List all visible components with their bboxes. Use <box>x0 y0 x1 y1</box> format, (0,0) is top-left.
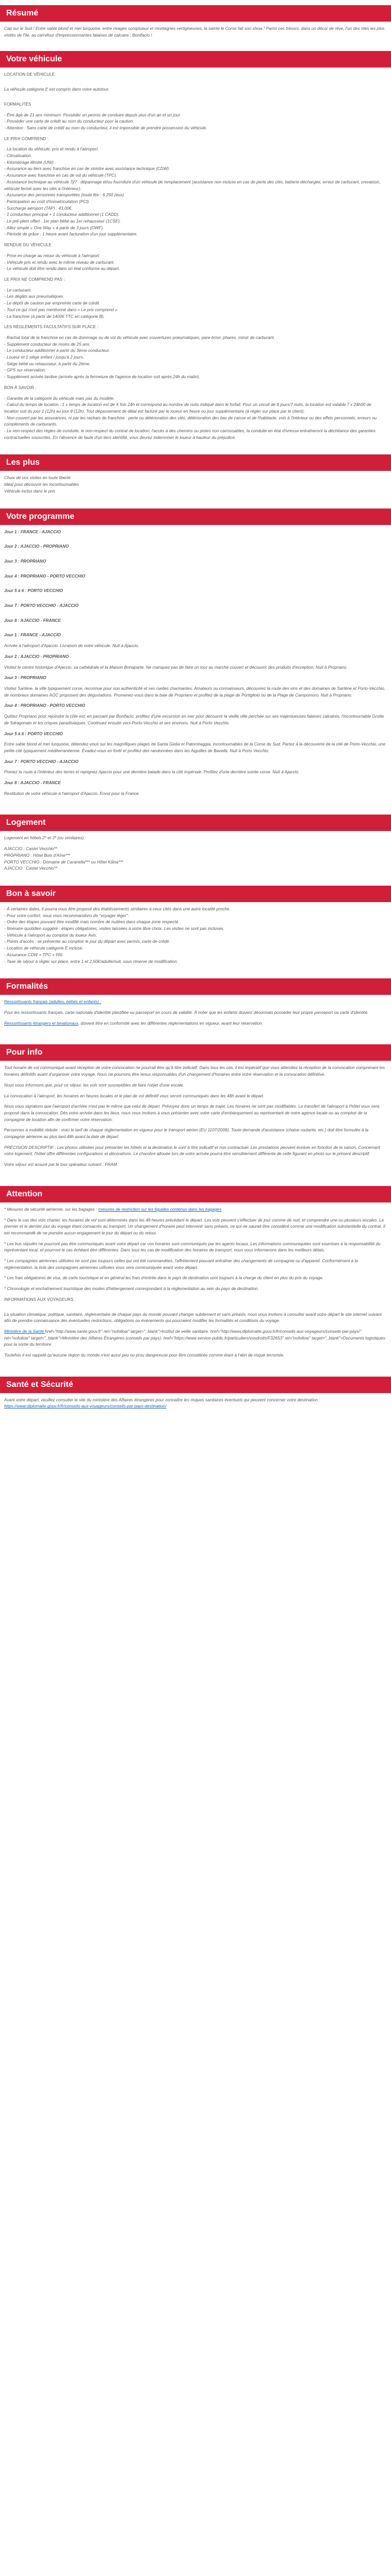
foreign-citizens-link[interactable]: Ressortissants étrangers et binationaux <box>4 1021 78 1026</box>
list-item: Véhicule inclus dans le prix <box>4 488 55 494</box>
attention-p6: La situation climatique, politique, sanitaire, réglementaire de chaque pays du monde pouvant changer subitement et sans préavis, nous vous invitons à consulter avant votre départ le site internet suivant afin de prendre connaissance des éventuelles restrictions, obligations ou événements qui pourraient modifier les formalités et conditions du voyage. <box>4 1312 382 1324</box>
lodging-heading: Logement <box>0 815 391 831</box>
program-heading: Votre programme <box>0 509 391 525</box>
info-paragraph: Tout horaire de vol communiqué avant réception de votre convocation ne pourrait être qu'à titre indicatif. Dans tous les cas, il est impératif que vous attendiez la réception de la convocation comprenant les horaires définitifs avant d'organiser votre voyage. Nous ne pourrons être tenus responsables d'un changement d'horaires entre votre réservation et la convocation définitive. <box>4 1065 385 1077</box>
plus-list <box>4 475 387 495</box>
list-item: - 1 conducteur principal + 1 conducteur additionnel (1 CADD). <box>4 212 120 217</box>
program-day-title: Jour 4 : PROPRIANO - PORTO VECCHIO <box>4 703 86 708</box>
list-item: - Pour votre confort, nous vous recommandons de "voyager léger". <box>4 913 129 918</box>
list-item: AJACCIO : Castel Vecchio** <box>4 846 57 852</box>
vehicle-good-list <box>4 396 387 442</box>
list-item: - Les dégâts aux pneumatiques. <box>4 294 64 299</box>
attention-heading: Attention <box>0 1186 391 1202</box>
list-item: - Prise en charge au retour du véhicule à l'aéroport. <box>4 253 101 258</box>
program-day-title: Jour 8 : AJACCIO - FRANCE <box>4 781 61 786</box>
health-heading: Santé et Sécurité <box>0 1377 391 1393</box>
plus-section <box>0 454 391 500</box>
attention-p2: * Les bus stipulés ne pourront pas être communiqués avant votre départ car vos horaires sont communiqués par les agents locaux. Les informations communiquées sont soumises à la responsabilité du représentant local, et pourront le cas échéant être différentes. Dans tous les cas de modification des horaires de transport, nous vous informerons dans les meilleurs délais. <box>4 1241 381 1253</box>
list-item: - Points d'accès : se présenter au comptoir le jour du départ avec permis, carte de crédit. <box>4 939 170 944</box>
attention-p1-end: * Dans le cas des vols charter, les horaires de vol sont déterminés dans les 48 heures précédant le départ. Les vols peuvent s'effectuer de jour comme de nuit, et comprendre une ou plusieurs escales. Le premier et le dernier jour du voyage étant consacrés au transport. Un changement d'horaire peut intervenir sans préavis, ce qui ne saurait être considéré comme une modification substantielle du contrat. Il est recommandé de ne prendre aucun engagement le jour du départ ou du retour. <box>4 1217 385 1235</box>
info-paragraph: La convocation à l'aéroport, les horaires en heures locales et le plan de vol définitif vous seront communiqués dans les 48h avant le départ. <box>4 1093 265 1098</box>
list-item: - Rachat total de la franchise en cas de dommage ou de vol du véhicule avec couvertures pneumatiques, pare-brise, phares, miroir de carburant. <box>4 335 275 340</box>
list-item: - Être âgé de 21 ans minimum. Posséder un permis de conduire depuis plus d'un an et un jour. <box>4 112 182 117</box>
list-item: - Garantie de la catégorie du véhicule mais pas du modèle. <box>4 396 115 401</box>
attention-p4: * Les frais obligatoires de visa, de carte touristique et en général les frais d'entrée dans le pays de destination sont toujours à la charge du client en plus du prix du voyage. <box>4 1276 324 1281</box>
list-item: - Taxe de séjour à régler sur place, entre 1 et 2,50€/adulte/nuit, sous réserve de modification. <box>4 959 178 964</box>
program-day-title: Jour 2 : AJACCIO - PROPRIANO <box>4 544 69 549</box>
list-item: - Attention : Sans carte de crédit au nom du conducteur, il est impossible de prendre possession du véhicule. <box>4 125 207 130</box>
vehicle-notincl-title: LE PRIX NE COMPREND PAS : <box>4 277 65 282</box>
liquids-restriction-link[interactable]: mesures de restriction sur les liquides contenus dans les bagages <box>98 1207 222 1212</box>
attention-p1-start: * Mesures de sécurité aérienne, sur les bagages : <box>4 1207 99 1212</box>
vehicle-formalities-list <box>4 112 387 132</box>
list-item: - Non couvert par les assurances, ni par les rachats de franchise : perte ou détérioration des clés, détérioration des bas de caisse et de l'habitacle, vols à l'intérieur ou des effets personnels, erreurs ou compléments de carburants. <box>4 415 377 427</box>
list-item: - Calcul du temps de location : 1 x temps de location est de X fois 24h et correspond au nombre de nuits indiqué dans le forfait. Pour un circuit de 8 jours/7 nuits, la location est valable 7 x 24h00 de location soit du jour 1 (12h) au jour 8 (12h). Tout dépassement de délai est facturé par le loueur en heure ou jour supplémentaire (à régler sur place par le client). <box>4 402 371 414</box>
list-item: - Surcharge aéroport (TAP) : 43,00€. <box>4 206 73 211</box>
vehicle-location-label: LOCATION DE VÉHICULE <box>4 72 55 77</box>
diplomatie-link[interactable]: https://www.diplomatie.gouv.fr/fr/conseils-aux-voyageurs/conseils-par-pays-destination/ <box>4 1404 167 1409</box>
program-day-text: Prenez la route à l'intérieur des terres et rejoignez Ajaccio pour une dernière balade dans la cité impériale. Profitez d'une dernière soirée corse. Nuit à Ajaccio. <box>4 770 300 775</box>
list-item: - GPS sur réservation. <box>4 368 46 373</box>
vehicle-price-list <box>4 146 387 238</box>
attention-p5: * Chronologie et enchaînement touristique des modes d'hébergement correspondant à la réglementation au sein du pays de destination. <box>4 1286 259 1292</box>
attention-p6-title: INFORMATIONS AUX VOYAGEURS : <box>4 1297 76 1302</box>
program-day-text: Arrivée à l'aéroport d'Ajaccio. Livraison de votre véhicule. Nuit à Ajaccio. <box>4 643 139 649</box>
list-item: Choix de vos visites en toute liberté <box>4 476 71 481</box>
list-item: AJACCIO : Castel Vecchio** <box>4 866 57 871</box>
list-item: - Véhicule à l'aéroport au comptoir du loueur Avis. <box>4 933 97 938</box>
lodging-hotels <box>4 846 387 872</box>
plus-heading: Les plus <box>0 454 391 471</box>
list-item: - Le conducteur additionnel à partir du 3ème conducteur. <box>4 348 110 353</box>
good-heading: Bon à savoir <box>0 886 391 902</box>
program-day-title: Jour 3 : PROPRIANO <box>4 558 46 564</box>
info-section <box>0 1044 391 1177</box>
program-day-title: Jour 8 : AJACCIO - FRANCE <box>4 618 61 623</box>
list-item: - Ordre des étapes pouvant être modifié mais nombre de nuitées dans chaque zone respecté. <box>4 920 180 925</box>
lodging-intro: Logement en hôtels 2* et 3* (ou similaires). <box>4 836 85 841</box>
list-item: - Itinéraire quotidien suggéré : étapes obligatoires, visites laissées à votre libre choix. Les visites ne sont pas incluses. <box>4 926 224 931</box>
list-item: - Location de véhicule catégorie E incluse. <box>4 946 84 951</box>
lodging-section <box>0 815 391 877</box>
program-day-title: Jour 7 : PORTO VECCHIO - AJACCIO <box>4 603 79 608</box>
vehicle-price-title: LE PRIX COMPREND : <box>4 136 48 141</box>
program-day-text: Entre sable blond et mer turquoise, détendez-vous sur les magnifiques plages de Santa Giulia et Palombaggia, incontournables de la Corse du Sud. Partez à la découverte de la cité de Porto-Vecchio, une petite cité typiquement méditerranéenne. Évadez-vous en forêt et profitez des randonnées dans les Aiguilles de Bavella. Nuit à Porto Vecchio. <box>4 742 386 753</box>
program-day-title: Jour 3 : PROPRIANO <box>4 675 46 681</box>
health-section <box>0 1377 391 1419</box>
french-citizens-link[interactable]: Ressortissants français (adultes, bébés et enfants) : <box>4 999 102 1005</box>
list-item: - Climatisation. <box>4 154 32 159</box>
service-public-href: href="https://www.service-public.fr/particuliers/vosdroits/F32653" rel="nofollow" target="_blank">Documents logistiques pour la sortie du territoire. <box>4 1335 385 1347</box>
program-days <box>0 525 391 807</box>
list-item: PORTO VECCHIO : Domaine de Caranella*** ou Hôtel Kilina*** <box>4 859 123 865</box>
health-text: Avant votre départ, veuillez consulter le site du ministère des Affaires étrangères pour connaître les risques sanitaires éventuels qui peuvent concerner votre destination : <box>4 1397 320 1402</box>
vehicle-notincl-list <box>4 287 387 320</box>
list-item: - Loueur et 1 siège enfant / jusqu'à 2 jours. <box>4 355 84 360</box>
attention-p3: * Les compagnies aériennes utilisées ne sont pas toujours celles qui ont été commandées, l'affrètement pouvant entraîner des changements de compagnie ou d'appareil. Conformément à la réglementation, la liste des compagnies aériennes utilisées vous sera communiquée avant votre départ. <box>4 1259 358 1270</box>
foreign-citizens-text: , doivent être en conformité avec les différentes réglementations en vigueur, avant leur réservation. <box>78 1021 264 1026</box>
attention-notice: Toutefois il est rappelé qu'aucune région du monde n'est aussi peu ou prou dangereuse pour être considérée comme étant à l'abri de risque terroriste. <box>4 1353 285 1358</box>
program-day-text: Restitution de votre véhicule à l'aéroport d'Ajaccio. Envol pour la France. <box>4 791 140 796</box>
program-day-text: Visitez Sartène, la ville typiquement corse, reconnue pour son authenticité et ses ruelles charmantes. Amateurs ou connaisseurs, découvrez la route des vins et des domaines de Sartène et Porto-Vecchio, de nombreux domaines AOC proposent des dégustations. Promenez-vous dans la baie de Propriano et profitez de la plage de Portigliolo ou de la Plage de Campomoro. Nuit à Propriano. <box>4 686 385 698</box>
list-item: - Participation au coût d'immatriculation (PCI). <box>4 199 90 204</box>
vehicle-line: La véhicule catégorie E est compris dans votre autotour. <box>4 87 110 92</box>
vehicle-heading: Votre véhicule <box>0 51 391 67</box>
list-item: - Posséder une carte de crédit au nom du conducteur pour la caution. <box>4 119 134 124</box>
list-item: - Assistance technique au véhicule 7j/7 : dépannage et/ou fourniture d'un véhicule de remplacement (assistance non incluse en cas de perte des clés, batterie déchargée, erreur de carburant, crevaison, véhicule fermé avec les clés à l'intérieur). <box>4 179 381 191</box>
info-paragraph: Personnes à mobilité réduite : voici le tarif de chaque règlementation en vigueur pour le transport aérien (EU 1107/2006). Toute demande d'assistance (chaise roulante, etc.) doit être formulée à la compagnie aérienne au plus tard 48h avant la date de départ. <box>4 1128 369 1140</box>
list-item: - Le carburant. <box>4 287 32 293</box>
list-item: - Véhicule pris et rendu avec le même niveau de carburant. <box>4 260 115 265</box>
french-citizens-text: Pour les ressortissants français, carte nationale d'identité plastifiée ou passeport en cours de validité. À noter que les enfants doivent désormais posséder leur propre passeport ou carte d'identité. <box>4 1010 369 1015</box>
formalities-heading: Formalités <box>0 978 391 995</box>
list-item: - Allez simple « One Way » à partir de 3 jours (OWF). <box>4 225 104 230</box>
summary-heading: Résumé <box>0 5 391 22</box>
attention-section <box>0 1186 391 1368</box>
good-section <box>0 886 391 970</box>
list-item: - Le pré-plein offert : 1er plan bébé au 1er rehausseur (1CSE). <box>4 219 121 224</box>
program-day-text: Visitez le centre historique d'Ajaccio, sa cathédrale et la Maison Bonaparte. Ne manquez pas de faire un tour au marché couvert et découvrir des produits d'exception. Nuit à Propriano. <box>4 665 348 670</box>
list-item: - Le non-respect des règles de conduite, le non-respect du contrat de location, l'accès à des chemins ou pistes non carrossables, la conduite en état d'ivresse entraîneront la déchéance des garanties contractuelles souscrites. En l'absence de faute d'un tiers identifié, vous devrez indemniser le loueur à hauteur du préjudice. <box>4 429 376 440</box>
list-item: - Supplément arrivée tardive (arrivée après la fermeture de l'agence de location soit après 24h du matin). <box>4 375 200 380</box>
program-day-title: Jour 2 : AJACCIO - PROPRIANO <box>4 654 69 659</box>
list-item: - À certaines dates, il pourra vous être proposé des établissements similaires à ceux cités dans une autre localité proche. <box>4 906 231 911</box>
info-paragraph: Votre séjour est assuré par le tour opérateur suivant : FRAM <box>4 1162 117 1167</box>
list-item: - Assurance des personnes transportées (toute fée : 6.250 (eux). <box>4 193 125 198</box>
list-item: - Le dépôt de caution par empreinte carte de crédit. <box>4 301 101 306</box>
program-day-title: Jour 1 : FRANCE - AJACCIO <box>4 529 61 534</box>
list-item: - Assurance CDW + TPC + PAI. <box>4 952 64 957</box>
program-day-title: Jour 1 : FRANCE - AJACCIO <box>4 633 61 638</box>
list-item: - Période de grâce : 1 heure avant facturation d'un jour supplémentaire. <box>4 232 138 237</box>
list-item: - Kilométrage illimité (UNI). <box>4 160 55 165</box>
list-item: - Supplément conducteur de moins de 25 ans. <box>4 342 91 347</box>
program-day-title: Jour 5 à 6 : PORTO VECCHIO <box>4 588 63 594</box>
list-item: - Le véhicule doit être rendu dans un état conforme au départ. <box>4 266 120 272</box>
vehicle-section <box>0 51 391 446</box>
vehicle-rules-list <box>4 335 387 381</box>
list-item: - Tout ce qui n'est pas mentionné dans « Le prix comprend ». <box>4 307 119 312</box>
info-paragraph: PRÉCISION DESCRIPTIF : Les photos utilisées pour présenter les hôtels et la destination le sont à titre indicatif et non contractuel. Les prestations peuvent évoluer en fonction de la saison. Concernant votre logement, l'hôtel offre différentes configurations et décorations. Le chambre allouée lors de votre arrivée pourra être sensiblement différente de celle figurant en photo sur le présent descriptif. <box>4 1145 380 1157</box>
list-item: - La franchise (à partir de 1400€ TTC en catégorie B). <box>4 314 105 319</box>
program-day-title: Jour 4 : PROPRIANO - PORTO VECCHIO <box>4 573 86 579</box>
vehicle-return-list <box>4 253 387 273</box>
list-item: - Assurance avec franchise en cas de vol du véhicule (TPC). <box>4 173 118 178</box>
program-day-title: Jour 5 à 6 : PORTO VECCHIO <box>4 731 63 736</box>
formalities-section <box>0 978 391 1036</box>
list-item: - Siège bébé ou rehausseur, à partir du 2ème. <box>4 361 91 366</box>
good-list <box>4 906 387 965</box>
program-day-title: Jour 7 : PORTO VECCHIO - AJACCIO <box>4 759 79 764</box>
info-paragraphs <box>0 1061 391 1177</box>
vehicle-return-title: RENDUE DU VÉHICULE <box>4 243 52 248</box>
info-paragraph: Nous vous informons que, pour ce séjour, les vols sont susceptibles de faire l'objet d'une escale. <box>4 1082 185 1088</box>
program-day-text: Quittez Propriano pour rejoindre la côte est, en passant par Bonifacio, profitez d'une excursion en mer pour découvrir la vieille ville perchée sur ses majestueuses falaises calcaires, l'incontournable Grotte de Sdragonato et les criques paradisiaques. Continuez ensuite vers Porto-Vecchio et ses environs. Nuit à Porto Vecchio. <box>4 714 384 725</box>
diplomatie-href: href="http://www.diplomatie.gouv.fr/fr/conseils-aux-voyageurs/conseils-par-pays/" rel="nofollow" target="_blank">Ministère des Affaires Étrangères (conseils par pays). <box>4 1329 362 1341</box>
list-item: Idéal pour découvrir les incontournables <box>4 482 79 487</box>
list-item: - Assurance au tiers avec franchise en cas de sinistre avec assistance technique (CDW). <box>4 166 170 172</box>
summary-section <box>0 0 391 48</box>
list-item: PROPRIANO : Hôtel Bois d'Aïne*** <box>4 853 71 858</box>
summary-text: Cap sur le Sud ! Entre sable blond et mer turquoise, entre rivages somptueux et montagnes vertigineuses, la sainte le Corse fait son show ! Parmi ces trésors, dans un décor de rêve, l'un des rites les plus visités de l'île, au carrefour d'impressionnantes falaises de calcaire : Bonifacio ! <box>4 26 385 38</box>
vehicle-good-title: BON À SAVOIR : <box>4 385 37 390</box>
info-paragraph: Nous vous signalons que l'aéroport d'arrivée n'est pas le même que celui de départ. Prévoyez donc un temps de trajet. Les horaires ne sont pas modifiables. Le transfert de l'aéroport à l'hôtel vous sera proposé dans la convocation. Dès votre arrivée dans les lieux, nous vous invitons à vous présenter avec votre carte d'embarquement au représentant de notre agence locale ou au comptoir de la compagnie de location afin de confirmer votre réservation. <box>4 1104 380 1122</box>
health-ministry-link[interactable]: Ministère de la Santé <box>4 1329 45 1334</box>
vehicle-formalities-title: FORMALITÉS <box>4 101 31 107</box>
list-item: - La location du véhicule, prix et rendu à l'aéroport. <box>4 147 99 152</box>
health-ministry-href: href="http://www.sante.gouv.fr" rel="nofollow" target="_blank">Institut de veille sanitaire. <box>45 1329 209 1334</box>
vehicle-rules-title: LES RÈGLEMENTS FACULTATIFS SUR PLACE : <box>4 325 99 330</box>
program-section <box>0 509 391 807</box>
info-heading: Pour info <box>0 1044 391 1061</box>
